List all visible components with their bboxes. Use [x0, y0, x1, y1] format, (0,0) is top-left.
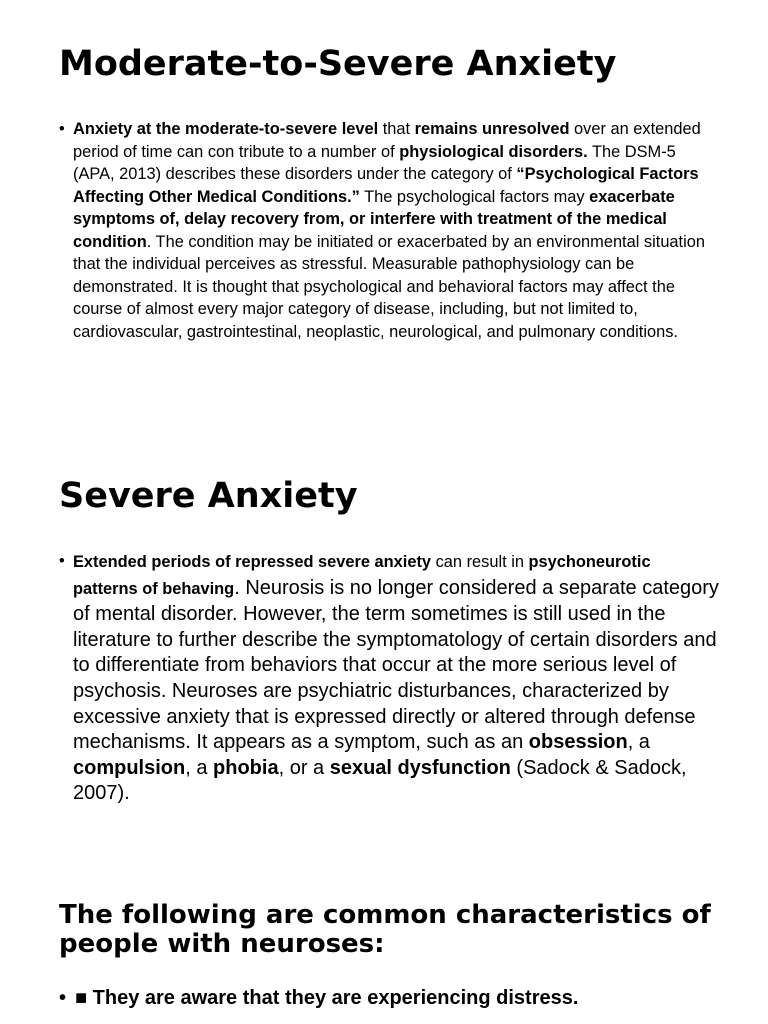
text-run: can result in: [431, 553, 529, 571]
text-run: psychoneurotic patterns of behaving: [73, 553, 651, 598]
text-run: physiological disorders.: [399, 142, 588, 161]
text-run: exacerbate symptoms of, delay recovery from, or interfere with treatment of the medical condition: [73, 187, 675, 251]
paragraph-text: [73, 118, 719, 343]
paragraph-text: [73, 549, 719, 807]
text-run: The psychological factors may: [359, 187, 590, 206]
text-run: that: [378, 120, 415, 138]
list-item-text: ■ They are aware that they are experiencing distress.: [75, 987, 579, 1009]
text-run: phobia: [213, 756, 279, 779]
section-title-neuroses-characteristics: The following are common characteristics of people with neuroses:: [59, 900, 711, 959]
text-run: , a: [185, 756, 214, 779]
text-run: over an extended period of time can con tribute to a number of: [73, 120, 701, 161]
bullet-icon: •: [59, 987, 67, 1009]
paragraph-moderate-to-severe: [59, 118, 719, 343]
text-run: , or a: [278, 756, 330, 779]
text-run: remains unresolved: [414, 120, 570, 138]
text-run: . The condition may be initiated or exacerbated by an environmental situation that the individual perceives as stressful. Measurable pathophysiology can be demonstrated. It is thought that psychological and behavioral factors may affect the course of almost every major category of disease, including, but not limited to, cardiovascular, gastrointestinal, neoplastic, neurological, and pulmonary conditions.: [73, 232, 705, 341]
list-item: [59, 983, 719, 1013]
text-run: , a: [627, 731, 650, 754]
text-run: Anxiety at the moderate-to-severe level: [73, 120, 379, 138]
text-run: The DSM-5 (APA, 2013) describes these disorders under the category of: [73, 142, 676, 183]
section-title-moderate-to-severe: Moderate-to-Severe Anxiety: [59, 44, 617, 84]
bullet-icon: •: [59, 552, 65, 570]
text-run: Extended periods of repressed severe anxiety: [73, 553, 432, 571]
text-run: . Neurosis is no longer considered a separate category of mental disorder. However, the term sometimes is still used in the literature to further describe the symptomatology of certain disorders and to differentiate from behaviors that occur at the more serious level of psychosis. Neuroses are psychiatric disturbances, characterized by excessive anxiety that is expressed directly or altered through defense mechanisms. It appears as a symptom, such as an: [73, 576, 719, 754]
paragraph-severe-anxiety: [59, 549, 719, 807]
text-run: obsession: [528, 731, 628, 754]
text-run: compulsion: [73, 756, 186, 779]
text-run: “Psychological Factors Affecting Other Medical Conditions.”: [73, 165, 699, 206]
section-title-severe-anxiety: Severe Anxiety: [59, 476, 358, 516]
bullet-icon: •: [59, 120, 65, 138]
text-run: (Sadock & Sadock, 2007).: [73, 756, 687, 805]
text-run: sexual dysfunction: [329, 756, 511, 779]
